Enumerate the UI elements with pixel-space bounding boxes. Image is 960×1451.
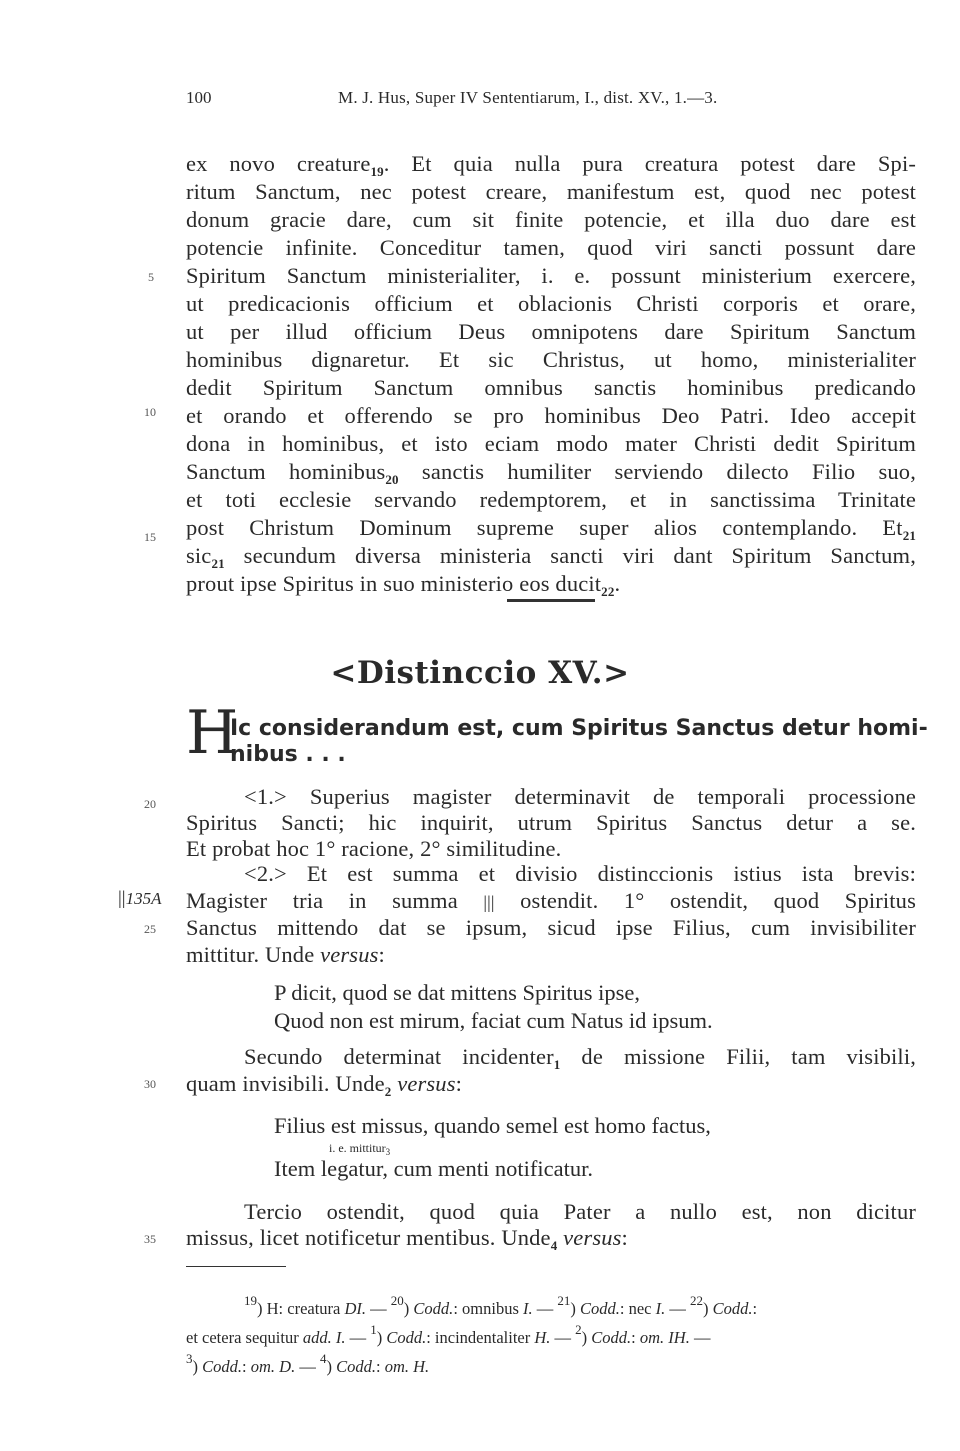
text-line: Sanctus mittendo dat se ipsum, sicud ipse Filius, cum invisibiliter — [186, 915, 916, 940]
text-line: sic$_{21}$ secundum diversa ministeria sancti viri dant Spiritum Sanctum, — [186, 543, 916, 571]
text-line: <2.> Et est summa et divisio distinccionis istius ista brevis: — [244, 861, 916, 886]
folio-bar: || — [118, 888, 126, 909]
text-line: dedit Spiritum Sanctum omnibus sanctis hominibus predicando — [186, 375, 916, 400]
text-line: Et probat hoc 1° racione, 2° similitudine. — [186, 836, 562, 861]
text-line: ritum Sanctum, nec potest creare, manifestum est, quod nec potest — [186, 179, 916, 204]
text-line: ut per illud officium Deus omnipotens dare Spiritum Sanctum — [186, 319, 916, 344]
text-line: Sanctum hominibus$_{20}$ sanctis humiliter serviendo dilecto Filio suo, — [186, 459, 916, 487]
verse-line: Item legatur, cum menti notificatur. — [274, 1156, 593, 1181]
drop-cap: H — [186, 698, 239, 768]
section-divider — [507, 599, 595, 602]
line-number: 10 — [144, 405, 156, 419]
footnote-line: et cetera sequitur add. I. — $^1$) Codd.: incindentaliter H. — $^2$) Codd.: om. IH. — — [186, 1322, 711, 1347]
text-line: potencie infinite. Conceditur tamen, quod viri sancti possunt dare — [186, 235, 916, 260]
line-number: 5 — [148, 270, 154, 284]
footnote-line: $^{19}$) H: creatura DI. — $^{20}$) Codd.: omnibus I. — $^{21}$) Codd.: nec I. — $^{22}$) Codd.: — [244, 1293, 758, 1318]
footnotes — [186, 1290, 916, 1377]
page-number: 100 — [186, 88, 212, 107]
verse-line: Filius est missus, quando semel est homo factus, — [274, 1113, 711, 1138]
text-line: et toti ecclesie servando redemptorem, et in sanctissima Trinitate — [186, 487, 916, 512]
distinction-title: <Distinccio XV.> — [330, 655, 630, 691]
text-line: ex novo creature$_{19}$. Et quia nulla pura creatura potest dare Spi- — [186, 151, 916, 179]
text-line: Magister tria in summa ||| ostendit. 1° ostendit, quod Spiritus — [186, 888, 916, 913]
text-line: quam invisibili. Unde$_2$ versus: — [186, 1071, 463, 1099]
text-line: <1.> Superius magister determinavit de temporali processione — [244, 784, 916, 809]
text-line: missus, licet notificetur mentibus. Unde$_4$ versus: — [186, 1225, 628, 1253]
text-line: post Christum Dominum supreme super alios contemplando. $Et_{21}$ — [186, 515, 916, 543]
text-line: ut predicacionis officium et oblacionis Christi corporis et orare, — [186, 291, 916, 316]
text-line: Spiritus Sancti; hic inquirit, utrum Spiritus Sanctus detur a se. — [186, 810, 916, 835]
text-line: hominibus dignaretur. Et sic Christus, ut homo, ministerialiter — [186, 347, 916, 372]
folio-ref: 135A — [125, 889, 162, 908]
text-line: et orando et offerendo se pro hominibus Deo Patri. Ideo accepit — [186, 403, 916, 428]
footnote-rule — [186, 1266, 286, 1267]
text-line: Spiritum Sanctum ministerialiter, i. e. possunt ministerium exercere, — [186, 263, 916, 288]
text-line: mittitur. Unde versus: — [186, 942, 385, 967]
text-line: Secundo determinat incidenter$_1$ de missione Filii, tam visibili, — [244, 1044, 916, 1072]
text-line: Tercio ostendit, quod quia Pater a nullo est, non dicitur — [244, 1199, 916, 1224]
text-line: donum gracie dare, cum sit finite potencie, et illa duo dare est — [186, 207, 916, 232]
line-number: 35 — [144, 1232, 156, 1246]
interlinear-gloss: i. e. mittitur$_3$ — [329, 1141, 391, 1157]
lemma-line: Ic considerandum est, cum Spiritus Sanctus detur homi- — [230, 716, 928, 741]
verse-line: Quod non est mirum, faciat cum Natus id ipsum. — [274, 1008, 713, 1033]
margin-folio-ref — [118, 888, 162, 910]
line-number: 30 — [144, 1077, 156, 1091]
verse-line: P dicit, quod se dat mittens Spiritus ipse, — [274, 980, 641, 1005]
text-line: dona in hominibus, et isto eciam modo mater Christi dedit Spiritum — [186, 431, 916, 456]
line-number: 20 — [144, 797, 156, 811]
running-title: M. J. Hus, Super IV Sententiarum, I., dist. XV., 1.—3. — [338, 88, 718, 107]
text-line: prout ipse Spiritus in suo ministerio eos ducit$_{22}$. — [186, 571, 621, 599]
footnote-line: $^3$) Codd.: om. D. — $^4$) Codd.: om. H. — [186, 1351, 430, 1376]
lemma-line: nibus . . . — [230, 742, 346, 767]
line-number: 15 — [144, 530, 156, 544]
line-number: 25 — [144, 922, 156, 936]
